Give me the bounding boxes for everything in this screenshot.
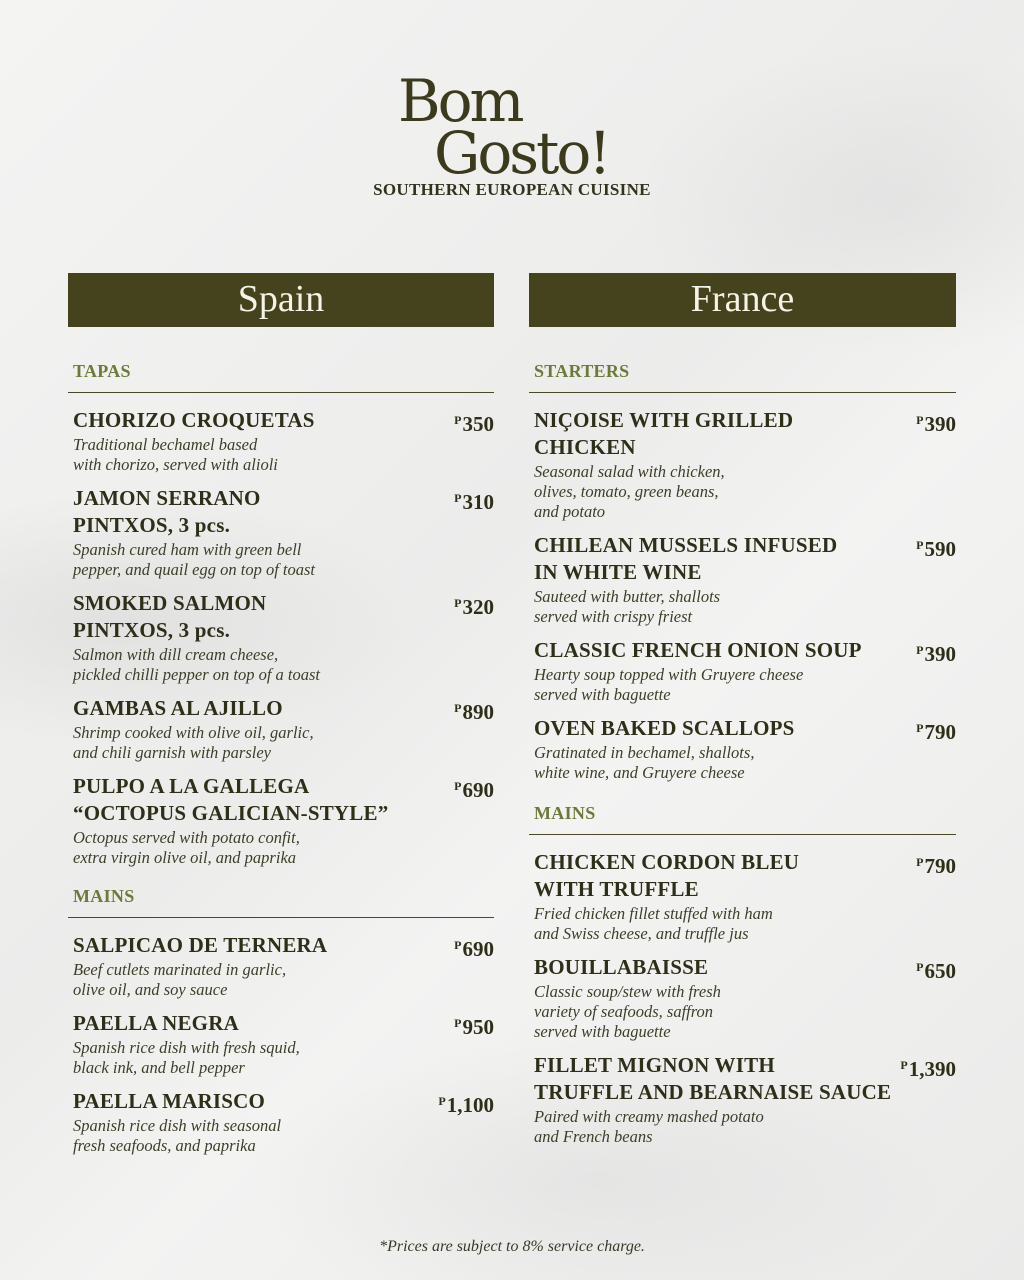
- menu-section: [529, 361, 956, 783]
- restaurant-logo: [398, 66, 638, 186]
- menu-item: [529, 532, 956, 627]
- menu-item-description: Hearty soup topped with Gruyere cheese served with baguette: [534, 665, 804, 704]
- menu-item: [68, 590, 494, 685]
- menu-item-name: CHILEAN MUSSELS INFUSED IN WHITE WINE: [534, 533, 838, 584]
- price-amount: 1,390: [908, 1057, 956, 1081]
- menu-item-description: Spanish rice dish with seasonal fresh seafoods, and paprika: [73, 1116, 282, 1155]
- logo-word-bom: Bom: [398, 67, 522, 135]
- section-title: TAPAS: [73, 361, 131, 381]
- menu-item-description: Spanish rice dish with fresh squid, black ink, and bell pepper: [73, 1038, 300, 1077]
- section-divider: [529, 834, 956, 835]
- peso-sign: P: [454, 701, 462, 715]
- logo-word-gosto: Gosto!: [434, 119, 609, 187]
- price-amount: 950: [462, 1015, 494, 1039]
- price-amount: 890: [462, 700, 494, 724]
- section-title: MAINS: [73, 886, 135, 906]
- menu-item-description: Fried chicken fillet stuffed with ham and Swiss cheese, and truffle jus: [534, 904, 773, 943]
- menu-item: [529, 407, 956, 522]
- section-divider: [68, 392, 494, 393]
- section-title: STARTERS: [534, 361, 630, 381]
- peso-sign: P: [454, 596, 462, 610]
- menu-item-description: Beef cutlets marinated in garlic, olive oil, and soy sauce: [73, 960, 287, 999]
- menu-item-description: Seasonal salad with chicken, olives, tomato, green beans, and potato: [534, 462, 725, 521]
- menu-item: [529, 637, 956, 705]
- price-amount: 690: [462, 937, 494, 961]
- menu-item-price: [454, 485, 494, 516]
- peso-sign: P: [916, 960, 924, 974]
- menu-item: [529, 954, 956, 1042]
- peso-sign: P: [916, 413, 924, 427]
- menu-item-name: OVEN BAKED SCALLOPS: [534, 716, 795, 740]
- section-divider: [68, 917, 494, 918]
- menu-item: [529, 1052, 956, 1147]
- menu-item-price: [916, 637, 956, 668]
- country-banner: France: [529, 273, 956, 327]
- menu-column-spain: [68, 273, 494, 1166]
- peso-sign: P: [916, 538, 924, 552]
- menu-item: [68, 1010, 494, 1078]
- menu-item-price: [454, 407, 494, 438]
- section-divider: [529, 392, 956, 393]
- tagline: SOUTHERN EUROPEAN CUISINE: [373, 180, 651, 199]
- peso-sign: P: [454, 491, 462, 505]
- price-amount: 390: [924, 412, 956, 436]
- menu-item-name: FILLET MIGNON WITH TRUFFLE AND BEARNAISE SAUCE: [534, 1053, 892, 1104]
- menu-item-name: CHORIZO CROQUETAS: [73, 408, 315, 432]
- menu-item-name: CLASSIC FRENCH ONION SOUP: [534, 638, 862, 662]
- menu-item-price: [916, 715, 956, 746]
- service-charge-note: *Prices are subject to 8% service charge.: [379, 1238, 645, 1255]
- price-amount: 350: [462, 412, 494, 436]
- menu-item-price: [438, 1088, 494, 1119]
- peso-sign: P: [454, 938, 462, 952]
- menu-item-description: Gratinated in bechamel, shallots, white wine, and Gruyere cheese: [534, 743, 755, 782]
- menu-item: [68, 485, 494, 580]
- menu-item-description: Traditional bechamel based with chorizo, served with alioli: [73, 435, 278, 474]
- menu-section: [68, 886, 494, 1156]
- menu-item-name: NIÇOISE WITH GRILLED CHICKEN: [534, 408, 794, 459]
- peso-sign: P: [454, 1016, 462, 1030]
- menu-item-name: PULPO A LA GALLEGA “OCTOPUS GALICIAN-STYLE”: [73, 774, 389, 825]
- peso-sign: P: [438, 1094, 446, 1108]
- menu-item-name: GAMBAS AL AJILLO: [73, 696, 283, 720]
- menu-item-description: Paired with creamy mashed potato and French beans: [534, 1107, 764, 1146]
- menu-item-price: [916, 407, 956, 438]
- peso-sign: P: [916, 721, 924, 735]
- menu-item-description: Salmon with dill cream cheese, pickled chilli pepper on top of a toast: [73, 645, 321, 684]
- price-amount: 390: [924, 642, 956, 666]
- menu-item-description: Classic soup/stew with fresh variety of seafoods, saffron served with baguette: [534, 982, 721, 1041]
- menu-item-description: Shrimp cooked with olive oil, garlic, and chili garnish with parsley: [73, 723, 314, 762]
- menu-item: [68, 1088, 494, 1156]
- menu-item-name: PAELLA MARISCO: [73, 1089, 266, 1113]
- menu-item-price: [916, 954, 956, 985]
- menu-item: [68, 932, 494, 1000]
- menu-item-price: [454, 695, 494, 726]
- menu-item-price: [454, 932, 494, 963]
- peso-sign: P: [916, 855, 924, 869]
- country-banner: Spain: [68, 273, 494, 327]
- menu-item-name: BOUILLABAISSE: [534, 955, 709, 979]
- menu-item-price: [454, 773, 494, 804]
- price-amount: 590: [924, 537, 956, 561]
- peso-sign: P: [900, 1058, 908, 1072]
- menu-item-description: Sauteed with butter, shallots served with crispy friest: [534, 587, 721, 626]
- price-amount: 790: [924, 854, 956, 878]
- menu-item: [68, 773, 494, 868]
- menu-item-description: Octopus served with potato confit, extra virgin olive oil, and paprika: [73, 828, 300, 867]
- menu-item-name: SALPICAO DE TERNERA: [73, 933, 328, 957]
- price-amount: 310: [462, 490, 494, 514]
- menu-item: [68, 407, 494, 475]
- menu-section: [68, 361, 494, 868]
- menu-section: [529, 803, 956, 1147]
- price-amount: 1,100: [446, 1093, 494, 1117]
- peso-sign: P: [916, 643, 924, 657]
- menu-item-price: [454, 590, 494, 621]
- menu-column-france: [529, 273, 956, 1157]
- menu-item-price: [454, 1010, 494, 1041]
- menu-item-price: [916, 849, 956, 880]
- peso-sign: P: [454, 413, 462, 427]
- price-amount: 320: [462, 595, 494, 619]
- price-amount: 650: [924, 959, 956, 983]
- menu-item-price: [916, 532, 956, 563]
- menu-item-name: SMOKED SALMON PINTXOS, 3 pcs.: [73, 591, 267, 642]
- menu-item-name: JAMON SERRANO PINTXOS, 3 pcs.: [73, 486, 261, 537]
- menu-item-description: Spanish cured ham with green bell pepper, and quail egg on top of toast: [73, 540, 315, 579]
- price-amount: 690: [462, 778, 494, 802]
- menu-item: [529, 849, 956, 944]
- menu-item: [529, 715, 956, 783]
- menu-item: [68, 695, 494, 763]
- price-amount: 790: [924, 720, 956, 744]
- section-title: MAINS: [534, 803, 596, 823]
- menu-item-name: PAELLA NEGRA: [73, 1011, 239, 1035]
- menu-item-price: [900, 1052, 956, 1083]
- peso-sign: P: [454, 779, 462, 793]
- menu-item-name: CHICKEN CORDON BLEU WITH TRUFFLE: [534, 850, 800, 901]
